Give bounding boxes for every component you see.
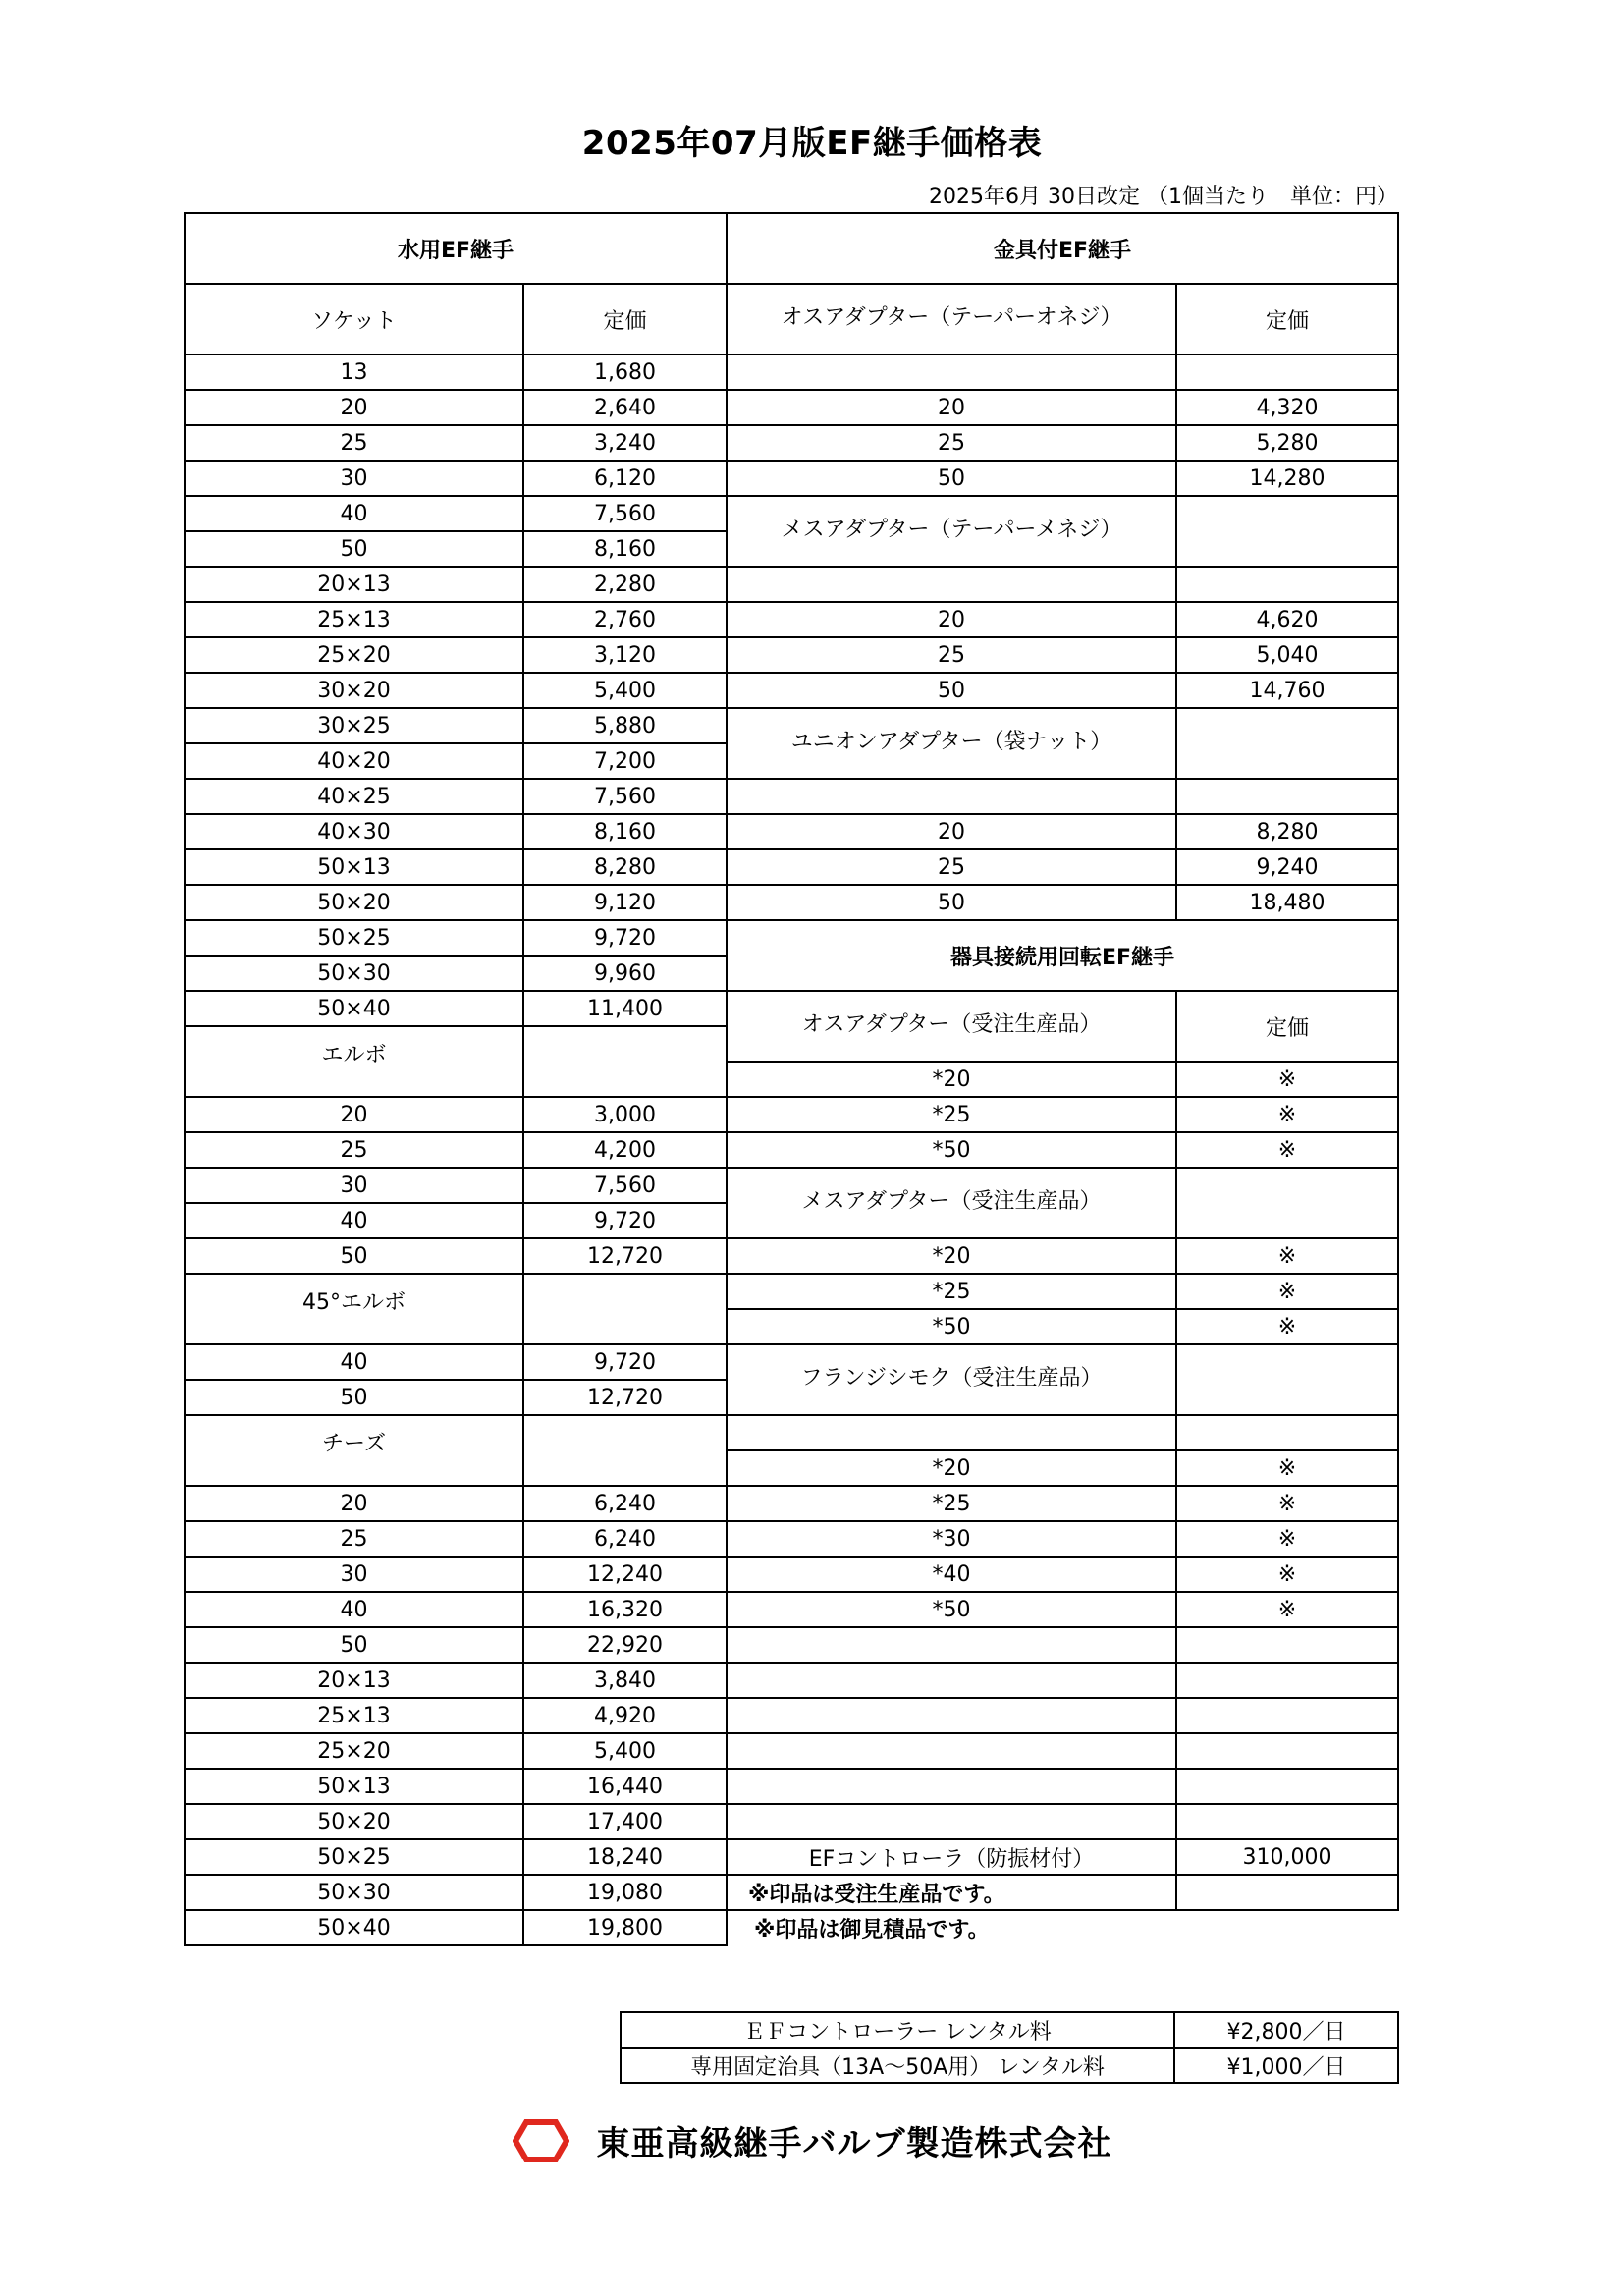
left-price-cell: 9,960 bbox=[522, 955, 728, 992]
right-price-cell: ※ bbox=[1175, 1096, 1399, 1133]
right-price-cell: 14,760 bbox=[1175, 672, 1399, 709]
left-price-cell: 16,320 bbox=[522, 1591, 728, 1628]
right-blank-cell bbox=[1175, 1697, 1399, 1734]
price-table bbox=[185, 213, 1398, 1946]
right-blank-cell bbox=[726, 1768, 1177, 1805]
left-size-cell: 50×40 bbox=[184, 1909, 524, 1946]
right-price-cell: ※ bbox=[1175, 1308, 1399, 1345]
left-section-header: 水用EF継手 bbox=[184, 212, 728, 285]
right-size-cell: *25 bbox=[726, 1485, 1177, 1522]
left-size-cell: 20×13 bbox=[184, 1662, 524, 1699]
right-blank-cell bbox=[1175, 1803, 1399, 1840]
right-price-cell: ※ bbox=[1175, 1449, 1399, 1487]
company-name: 東亜高級継手バルブ製造株式会社 bbox=[596, 2124, 1112, 2163]
right-price-cell: ※ bbox=[1175, 1273, 1399, 1310]
right-price-cell: 5,040 bbox=[1175, 636, 1399, 674]
right-size-cell: *20 bbox=[726, 1237, 1177, 1275]
left-size-cell: 20 bbox=[184, 389, 524, 426]
controller-label: EFコントローラ（防振材付） bbox=[726, 1838, 1177, 1876]
left-size-cell: 25 bbox=[184, 1131, 524, 1169]
right-group-label: ユニオンアダプター（袋ナット） bbox=[726, 707, 1177, 780]
right-group-label: オスアダプター（テーパーオネジ） bbox=[726, 283, 1177, 355]
left-size-cell: 50 bbox=[184, 530, 524, 568]
left-price-cell: 7,560 bbox=[522, 778, 728, 815]
left-price-cell: 19,800 bbox=[522, 1909, 728, 1946]
left-size-cell: 50 bbox=[184, 1237, 524, 1275]
left-size-cell: 50×30 bbox=[184, 955, 524, 992]
right-size-cell: 20 bbox=[726, 813, 1177, 850]
company-footer bbox=[0, 2116, 1624, 2164]
left-price-cell: 3,120 bbox=[522, 636, 728, 674]
right-size-cell: 25 bbox=[726, 848, 1177, 886]
right-size-cell: *20 bbox=[726, 1061, 1177, 1098]
left-price-cell: 1,680 bbox=[522, 354, 728, 391]
company-logo-icon bbox=[513, 2119, 569, 2162]
left-size-cell: 25×13 bbox=[184, 1697, 524, 1734]
right-blank-cell bbox=[1175, 1662, 1399, 1699]
left-price-cell: 6,240 bbox=[522, 1485, 728, 1522]
left-price-cell: 5,880 bbox=[522, 707, 728, 744]
left-price-cell: 2,280 bbox=[522, 566, 728, 603]
rental-label: ＥＦコントローラー レンタル料 bbox=[620, 2011, 1175, 2049]
left-group-price-header bbox=[522, 1273, 728, 1345]
right-price-cell: 9,240 bbox=[1175, 848, 1399, 886]
left-price-cell: 9,720 bbox=[522, 1343, 728, 1381]
right-price-cell bbox=[1175, 566, 1399, 603]
left-size-cell: 40×30 bbox=[184, 813, 524, 850]
right-group-price-header bbox=[1175, 495, 1399, 568]
right-group-label: オスアダプター（受注生産品） bbox=[726, 990, 1177, 1063]
right-group-label: メスアダプター（テーパーメネジ） bbox=[726, 495, 1177, 568]
left-price-cell: 8,160 bbox=[522, 813, 728, 850]
right-group-price-header: 定価 bbox=[1175, 283, 1399, 355]
rental-label: 専用固定治具（13A～50A用） レンタル料 bbox=[620, 2047, 1175, 2084]
left-size-cell: 20 bbox=[184, 1096, 524, 1133]
left-price-cell: 12,720 bbox=[522, 1379, 728, 1416]
right-price-cell: ※ bbox=[1175, 1591, 1399, 1628]
left-size-cell: 20 bbox=[184, 1485, 524, 1522]
right-size-cell: 50 bbox=[726, 460, 1177, 497]
left-size-cell: 40 bbox=[184, 495, 524, 532]
left-price-cell: 3,240 bbox=[522, 424, 728, 462]
left-size-cell: 40×20 bbox=[184, 742, 524, 780]
left-price-cell: 8,160 bbox=[522, 530, 728, 568]
right-blank-cell bbox=[1175, 1768, 1399, 1805]
right-size-cell bbox=[726, 778, 1177, 815]
right-size-cell: 20 bbox=[726, 601, 1177, 638]
left-group-label: ソケット bbox=[184, 283, 524, 355]
right-size-cell bbox=[726, 354, 1177, 391]
left-group-price-header bbox=[522, 1025, 728, 1098]
right-blank-cell bbox=[1175, 1732, 1399, 1770]
right-size-cell: *40 bbox=[726, 1556, 1177, 1593]
right-size-cell: 25 bbox=[726, 636, 1177, 674]
left-price-cell: 3,840 bbox=[522, 1662, 728, 1699]
right-size-cell: 25 bbox=[726, 424, 1177, 462]
right-size-cell bbox=[726, 566, 1177, 603]
left-price-cell: 6,240 bbox=[522, 1520, 728, 1558]
right-blank-cell bbox=[726, 1626, 1177, 1664]
left-group-price-header: 定価 bbox=[522, 283, 728, 355]
left-size-cell: 50×30 bbox=[184, 1874, 524, 1911]
right-price-cell bbox=[1175, 778, 1399, 815]
rental-table bbox=[621, 2012, 1398, 2083]
left-price-cell: 17,400 bbox=[522, 1803, 728, 1840]
left-price-cell: 18,240 bbox=[522, 1838, 728, 1876]
left-group-label: エルボ bbox=[184, 1025, 524, 1098]
right-price-cell: ※ bbox=[1175, 1061, 1399, 1098]
left-price-cell: 9,720 bbox=[522, 1202, 728, 1239]
left-size-cell: 30×25 bbox=[184, 707, 524, 744]
right-section-header-2: 器具接続用回転EF継手 bbox=[726, 919, 1399, 992]
left-size-cell: 50 bbox=[184, 1379, 524, 1416]
right-price-cell: 14,280 bbox=[1175, 460, 1399, 497]
right-size-cell: 50 bbox=[726, 672, 1177, 709]
left-size-cell: 50×20 bbox=[184, 1803, 524, 1840]
right-blank-cell bbox=[1175, 1874, 1399, 1911]
left-price-cell: 4,920 bbox=[522, 1697, 728, 1734]
left-size-cell: 30 bbox=[184, 1167, 524, 1204]
left-price-cell: 11,400 bbox=[522, 990, 728, 1027]
right-price-cell: ※ bbox=[1175, 1520, 1399, 1558]
right-blank-cell bbox=[726, 1732, 1177, 1770]
left-price-cell: 7,560 bbox=[522, 1167, 728, 1204]
left-size-cell: 13 bbox=[184, 354, 524, 391]
left-size-cell: 50×25 bbox=[184, 1838, 524, 1876]
left-price-cell: 4,200 bbox=[522, 1131, 728, 1169]
left-size-cell: 25 bbox=[184, 1520, 524, 1558]
left-price-cell: 2,760 bbox=[522, 601, 728, 638]
left-size-cell: 25×20 bbox=[184, 636, 524, 674]
note-made-to-order: ※印品は受注生産品です。 bbox=[748, 1883, 1005, 1907]
right-size-cell: *50 bbox=[726, 1131, 1177, 1169]
right-size-cell: *25 bbox=[726, 1096, 1177, 1133]
revision-note: 2025年6月 30日改定 （1個当たり 単位：円） bbox=[929, 185, 1398, 209]
right-size-cell bbox=[726, 1414, 1177, 1451]
right-size-cell: *50 bbox=[726, 1308, 1177, 1345]
right-price-cell: 4,620 bbox=[1175, 601, 1399, 638]
left-price-cell: 19,080 bbox=[522, 1874, 728, 1911]
left-size-cell: 50×20 bbox=[184, 884, 524, 921]
right-size-cell: *20 bbox=[726, 1449, 1177, 1487]
left-price-cell: 7,200 bbox=[522, 742, 728, 780]
left-price-cell: 5,400 bbox=[522, 1732, 728, 1770]
left-price-cell: 2,640 bbox=[522, 389, 728, 426]
left-size-cell: 50×40 bbox=[184, 990, 524, 1027]
right-price-cell: 18,480 bbox=[1175, 884, 1399, 921]
right-price-cell: 5,280 bbox=[1175, 424, 1399, 462]
left-price-cell: 9,120 bbox=[522, 884, 728, 921]
right-group-price-header: 定価 bbox=[1175, 990, 1399, 1063]
left-size-cell: 40 bbox=[184, 1591, 524, 1628]
left-group-price-header bbox=[522, 1414, 728, 1487]
right-size-cell: *25 bbox=[726, 1273, 1177, 1310]
right-blank-cell bbox=[726, 1662, 1177, 1699]
right-group-price-header bbox=[1175, 1343, 1399, 1416]
left-size-cell: 20×13 bbox=[184, 566, 524, 603]
right-group-price-header bbox=[1175, 1167, 1399, 1239]
right-size-cell: *30 bbox=[726, 1520, 1177, 1558]
left-price-cell: 12,240 bbox=[522, 1556, 728, 1593]
rental-price: ¥1,000／日 bbox=[1173, 2047, 1399, 2084]
right-size-cell: 20 bbox=[726, 389, 1177, 426]
right-blank-cell bbox=[1175, 1626, 1399, 1664]
left-size-cell: 30×20 bbox=[184, 672, 524, 709]
right-price-cell: ※ bbox=[1175, 1485, 1399, 1522]
left-size-cell: 40 bbox=[184, 1343, 524, 1381]
note-quotation: ※印品は御見積品です。 bbox=[754, 1918, 990, 1942]
controller-price: 310,000 bbox=[1175, 1838, 1399, 1876]
right-price-cell bbox=[1175, 1414, 1399, 1451]
left-price-cell: 12,720 bbox=[522, 1237, 728, 1275]
right-group-label: メスアダプター（受注生産品） bbox=[726, 1167, 1177, 1239]
right-price-cell: ※ bbox=[1175, 1237, 1399, 1275]
right-group-label: フランジシモク（受注生産品） bbox=[726, 1343, 1177, 1416]
left-price-cell: 7,560 bbox=[522, 495, 728, 532]
right-section-header: 金具付EF継手 bbox=[726, 212, 1399, 285]
rental-price: ¥2,800／日 bbox=[1173, 2011, 1399, 2049]
right-size-cell: *50 bbox=[726, 1591, 1177, 1628]
left-size-cell: 25×20 bbox=[184, 1732, 524, 1770]
left-size-cell: 30 bbox=[184, 1556, 524, 1593]
right-price-cell bbox=[1175, 354, 1399, 391]
left-size-cell: 40×25 bbox=[184, 778, 524, 815]
right-size-cell: 50 bbox=[726, 884, 1177, 921]
left-price-cell: 9,720 bbox=[522, 919, 728, 957]
left-size-cell: 30 bbox=[184, 460, 524, 497]
page-title: 2025年07月版EF継手価格表 bbox=[581, 124, 1043, 163]
left-size-cell: 50×13 bbox=[184, 848, 524, 886]
left-size-cell: 50×13 bbox=[184, 1768, 524, 1805]
left-price-cell: 3,000 bbox=[522, 1096, 728, 1133]
right-price-cell: ※ bbox=[1175, 1556, 1399, 1593]
left-size-cell: 25×13 bbox=[184, 601, 524, 638]
left-price-cell: 16,440 bbox=[522, 1768, 728, 1805]
left-size-cell: 25 bbox=[184, 424, 524, 462]
left-group-label: チーズ bbox=[184, 1414, 524, 1487]
right-blank-cell bbox=[726, 1803, 1177, 1840]
left-size-cell: 40 bbox=[184, 1202, 524, 1239]
left-price-cell: 5,400 bbox=[522, 672, 728, 709]
right-price-cell: 4,320 bbox=[1175, 389, 1399, 426]
left-size-cell: 50 bbox=[184, 1626, 524, 1664]
left-price-cell: 22,920 bbox=[522, 1626, 728, 1664]
right-blank-cell bbox=[726, 1697, 1177, 1734]
left-price-cell: 8,280 bbox=[522, 848, 728, 886]
left-price-cell: 6,120 bbox=[522, 460, 728, 497]
left-group-label: 45°エルボ bbox=[184, 1273, 524, 1345]
right-group-price-header bbox=[1175, 707, 1399, 780]
left-size-cell: 50×25 bbox=[184, 919, 524, 957]
right-price-cell: ※ bbox=[1175, 1131, 1399, 1169]
right-price-cell: 8,280 bbox=[1175, 813, 1399, 850]
